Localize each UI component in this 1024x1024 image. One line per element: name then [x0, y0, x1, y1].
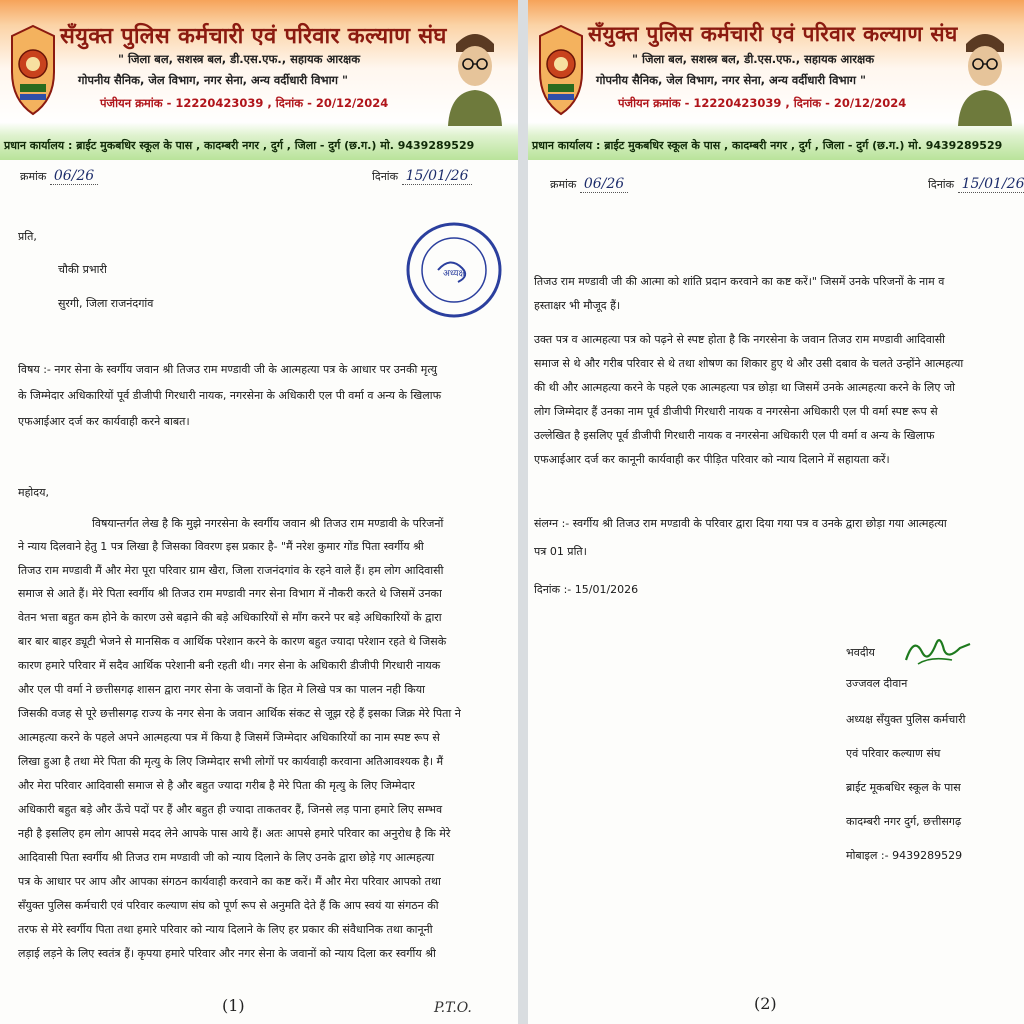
body-line: समाज से आते हैं। मेरे पिता स्वर्गीय श्री तिजउ राम मण्डावी नगर सेना विभाग में नौकरी करते थे जिसमें उनका	[18, 587, 442, 600]
subject-line1: विषय :- नगर सेना के स्वर्गीय जवान श्री तिजउ राम मण्डावी जी के आत्महत्या पत्र के आधार पर उनकी मृत्यु	[18, 363, 437, 376]
pto-note: P.T.O.	[434, 1000, 472, 1016]
ref-label: क्रमांक	[20, 170, 47, 183]
signer-address-1: ब्राईट मूकबधिर स्कूल के पास	[846, 781, 961, 794]
body-line: ने न्याय दिलवाने हेतु 1 पत्र लिखा है जिसका विवरण इस प्रकार है- "मैं नरेश कुमार गोंड पिता स्वर्गीय श्री	[18, 540, 424, 553]
body-line: आत्महत्या करने के पहले अपने आत्महत्या पत्र में किया है जिसमें जिम्मेदार अधिकारियों का नाम स्पष्ट रूप से	[18, 731, 440, 744]
subject-line2: के जिम्मेदार अधिकारियों पूर्व डीजीपी गिरधारी नायक, नगरसेना के अधिकारी एल पी वर्मा व अन्य के खिलाफ	[18, 389, 442, 402]
body-line: जिसकी वजह से पूरे छत्तीसगढ़ राज्य के नगर सेना के जवान आर्थिक संकट से जूझ रहे हैं इसका जिक्र मेरे पिता ने	[18, 707, 461, 720]
signer-designation-1: अध्यक्ष सँयुक्त पुलिस कर्मचारी	[846, 713, 966, 726]
signer-mobile: मोबाइल :- 9439289529	[846, 849, 963, 862]
body-line: आदिवासी पिता स्वर्गीय श्री तिजउ राम मण्डावी जी को न्याय दिलाने के लिए उनके द्वारा छोड़े गए आत्महत्या	[18, 851, 435, 864]
letterhead-departments-line2: गोपनीय सैनिक, जेल विभाग, नगर सेना, अन्य वर्दीधारी विभाग "	[596, 73, 867, 87]
letterhead	[528, 0, 1024, 160]
registration-number: पंजीयन क्रमांक - 12220423039 , दिनांक - 20/12/2024	[618, 96, 907, 110]
para2-line: लोग जिम्मेदार हैं उनका नाम पूर्व डीजीपी गिरधारी नायक व नगरसेना अधिकारी एल पी वर्मा स्पष्ट रूप से	[534, 405, 938, 418]
letterhead	[0, 0, 518, 160]
para2-line: समाज से थे और गरीब परिवार से थे तथा शोषण का शिकार हुए थे और उसी दबाव के चलते उन्होंने आत्महत्या	[534, 357, 964, 370]
recipient-line1: चौकी प्रभारी	[58, 263, 107, 276]
body-line: नही है इसलिए हम लोग आपसे मदद लेने आपके पास आये हैं। अतः आपसे हमारे परिवार का अनुरोध है कि मेरे	[18, 827, 451, 840]
subject-line3: एफआईआर दर्ज कर कार्यवाही करने बाबत।	[18, 415, 190, 428]
para2-line: की थी और आत्महत्या करने के पहले एक आत्महत्या पत्र छोड़ा था जिसमें उनके आत्महत्या करने के लिए जो	[534, 381, 955, 394]
letterhead-departments-line1: " जिला बल, सशस्त्र बल, डी.एस.एफ., सहायक आरक्षक	[118, 52, 361, 66]
date-value: 15/01/26	[958, 176, 1024, 193]
org-name: सँयुक्त पुलिस कर्मचारी एवं परिवार कल्याण संघ	[588, 21, 958, 46]
letterhead-departments-line2: गोपनीय सैनिक, जेल विभाग, नगर सेना, अन्य वर्दीधारी विभाग "	[78, 73, 349, 87]
org-name: सँयुक्त पुलिस कर्मचारी एवं परिवार कल्याण संघ	[60, 23, 447, 49]
leader-portrait	[440, 22, 510, 126]
body-line: तरफ से मेरे स्वर्गीय पिता तथा हमारे परिवार को न्याय दिलाने के लिए हर प्रकार की संवैधानिक तथा कानूनी	[18, 923, 433, 936]
para2-line: उल्लेखित है इसलिए पूर्व डीजीपी गिरधारी नायक व नगरसेना अधिकारी एल पी वर्मा व अन्य के खिलाफ	[534, 429, 935, 442]
office-address: प्रधान कार्यालय : ब्राईट मुकबधिर स्कूल के पास , कादम्बरी नगर , दुर्ग , जिला - दुर्ग (छ.ग.) मो. 9439289529	[532, 139, 1003, 152]
para2-line: उक्त पत्र व आत्महत्या पत्र को पढ़ने से स्पष्ट होता है कि नगरसेना के जवान तिजउ राम मण्डावी आदिवासी	[534, 333, 946, 346]
prati-label: प्रति,	[18, 230, 37, 243]
continuation-line1: तिजउ राम मण्डावी जी की आत्मा को शांति प्रदान करवाने का कष्ट करें।" जिसमें उनके परिजनों के नाम व	[534, 275, 945, 288]
body-line: और मेरा परिवार आदिवासी समाज से है और बहुत ज्यादा गरीब है मेरे पिता की मृत्यु के लिए जिम्मेदार	[18, 779, 415, 792]
body-line: सँयुक्त पुलिस कर्मचारी एवं परिवार कल्याण संघ को पूर्ण रूप से अनुमति देते हैं कि आप स्वयं या संगठन की	[18, 899, 439, 912]
leader-portrait	[950, 22, 1020, 126]
date-label: दिनांक	[372, 170, 399, 183]
registration-number: पंजीयन क्रमांक - 12220423039 , दिनांक - 20/12/2024	[100, 96, 389, 110]
body-line: कारण हमारे परिवार में सदैव आर्थिक परेशानी बनी रहती थी। नगर सेना के अधिकारी डीजीपी गिरधारी नायक	[18, 659, 441, 672]
continuation-line2: हस्ताक्षर भी मौजूद हैं।	[534, 299, 621, 312]
signature-icon	[900, 630, 974, 672]
body-line: पत्र के आधार पर आप और आपका संगठन कार्यवाही करवाने का कष्ट करें। मैं और मेरा परिवार आपको तथा	[18, 875, 441, 888]
date-value: 15/01/26	[402, 168, 473, 185]
official-stamp-icon	[402, 218, 506, 322]
para2-line: एफआईआर दर्ज कर कानूनी कार्यवाही कर पीड़ित परिवार को न्याय दिलाने में सहायता करें।	[534, 453, 890, 466]
ref-value: 06/26	[580, 176, 628, 193]
enclosure-line2: पत्र 01 प्रति।	[534, 545, 587, 558]
body-line: लड़ाई लड़ने के लिए स्वतंत्र हैं। कृपया हमारे परिवार और नगर सेना के जवानों को न्याय दिला कर स्वर्गीय श्री	[18, 947, 436, 960]
signer-designation-2: एवं परिवार कल्याण संघ	[846, 747, 941, 760]
closing-date: दिनांक :- 15/01/2026	[534, 583, 639, 596]
reference-number	[20, 168, 98, 184]
body-line: लिखा हुआ है तथा मेरे पिता की मृत्यु के लिए जिम्मेदार सभी लोगों पर कार्यवाही करवाना अतिआवश्यक है। मैं	[18, 755, 444, 768]
bhavdiya: भवदीय	[846, 646, 875, 659]
ref-label: क्रमांक	[550, 178, 577, 191]
stamp-label: अध्यक्ष	[443, 269, 465, 279]
signer-name: उज्जवल दीवान	[846, 677, 908, 690]
date-label: दिनांक	[928, 178, 955, 191]
reference-number	[550, 176, 628, 192]
body-line: विषयान्तर्गत लेख है कि मुझे नगरसेना के स्वर्गीय जवान श्री तिजउ राम मण्डावी के परिजनों	[92, 517, 444, 530]
body-line: और एल पी वर्मा ने छत्तीसगढ़ शासन द्वारा नगर सेना के जवानों के हित मे लिखे पत्र का पालन नही किया	[18, 683, 425, 696]
office-address: प्रधान कार्यालय : ब्राईट मुकबधिर स्कूल के पास , कादम्बरी नगर , दुर्ग , जिला - दुर्ग (छ.ग.) मो. 9439289529	[4, 139, 475, 152]
letterhead-departments-line1: " जिला बल, सशस्त्र बल, डी.एस.एफ., सहायक आरक्षक	[632, 52, 875, 66]
letter-date	[928, 176, 1024, 192]
signer-address-2: कादम्बरी नगर दुर्ग, छत्तीसगढ़	[846, 815, 962, 828]
police-emblem-icon	[534, 22, 588, 122]
body-line: अधिकारी बहुत बड़े और ऊँचे पदों पर हैं और बहुत ही ज्यादा ताकतवर हैं, जिनसे लड़ पाना हमारे लिए सम्भव	[18, 803, 443, 816]
recipient-line2: सुरगी, जिला राजनंदगांव	[58, 297, 154, 310]
enclosure-line1: संलग्न :- स्वर्गीय श्री तिजउ राम मण्डावी के परिवार द्वारा दिया गया पत्र व उनके द्वारा छोड़ा गया आत्महत्या	[534, 517, 947, 530]
page-number: (1)	[222, 996, 245, 1015]
body-line: वेतन भत्ता बहुत कम होने के कारण उसे बढ़ाने की बड़े अधिकारियों से माँग करने पर बड़े अधिकारियों के द्वारा	[18, 611, 442, 624]
salutation: महोदय,	[18, 486, 49, 499]
body-line: तिजउ राम मण्डावी मैं और मेरा पूरा परिवार ग्राम खैरा, जिला राजनंदगांव के रहने वाले हैं। हम लोग आदिवासी	[18, 564, 444, 577]
police-emblem-icon	[6, 22, 60, 122]
ref-value: 06/26	[50, 168, 98, 185]
page-number: (2)	[754, 994, 777, 1013]
letter-date	[372, 168, 472, 184]
body-line: बार बार बाहर ड्यूटी भेजने से मानसिक व आर्थिक परेशान करने के कारण बहुत ज्यादा परेशान रहते थे जिसके	[18, 635, 447, 648]
letter-page-2	[528, 0, 1024, 1024]
